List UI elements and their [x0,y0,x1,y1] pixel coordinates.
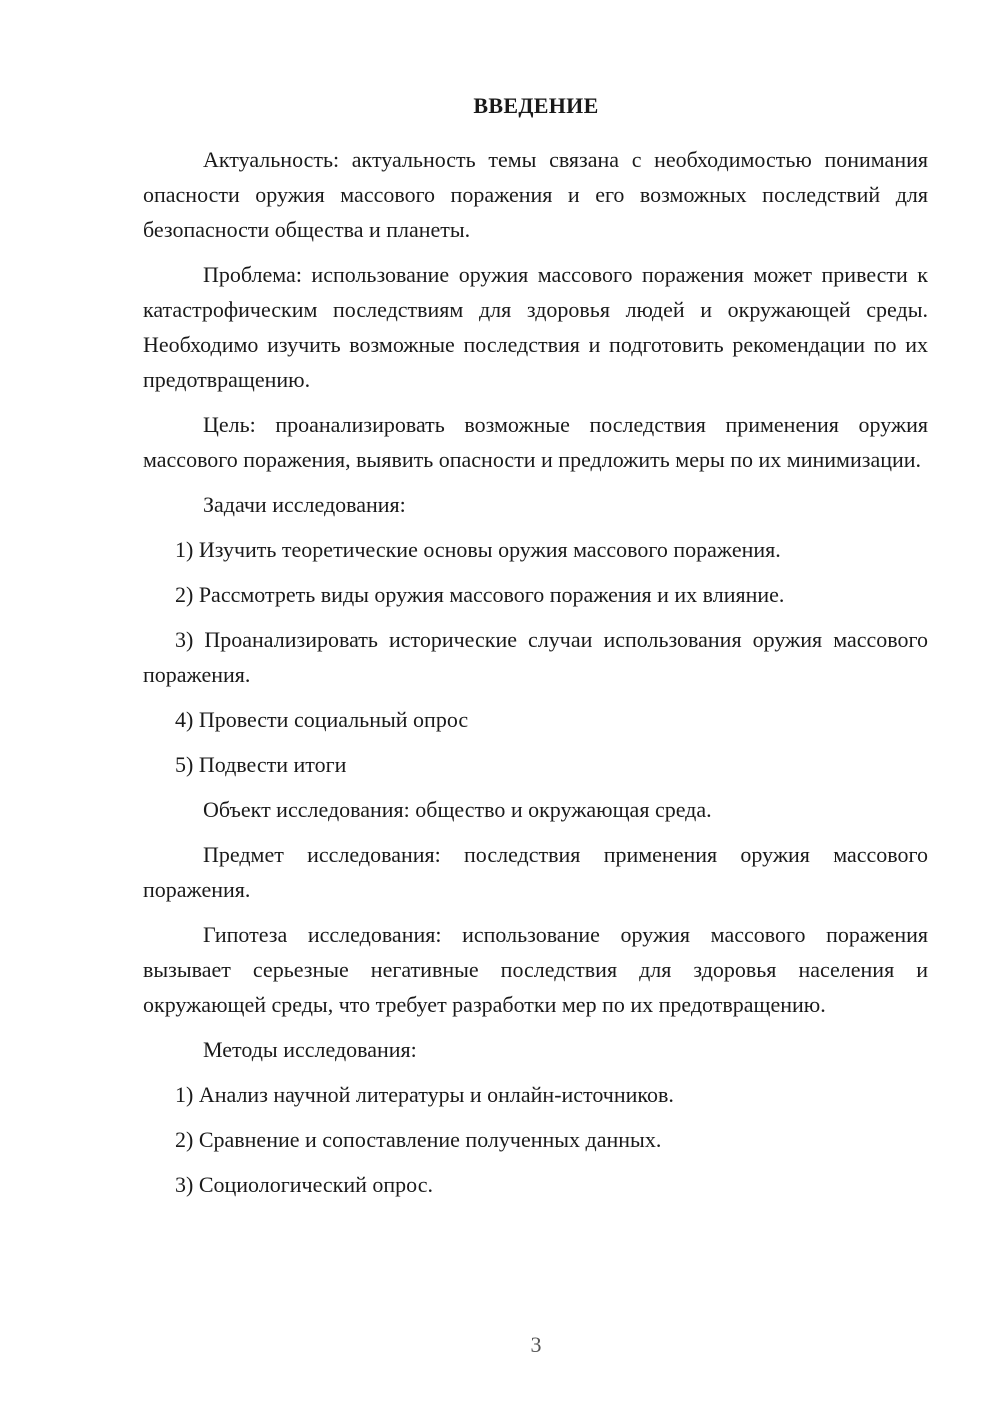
task-item: 5) Подвести итоги [175,752,347,777]
body-text [143,142,928,1202]
task-item: 1) Изучить теоретические основы оружия массового поражения. [175,537,781,562]
problem-paragraph: Проблема: использование оружия массового поражения может привести к катастрофическим последствиям для здоровья людей и окружающей среды. Необходимо изучить возможные последствия и подготовить рекомендации по их предотвращению. [143,262,928,392]
tasks-label: Задачи исследования: [203,492,406,517]
task-item: 2) Рассмотреть виды оружия массового поражения и их влияние. [175,582,785,607]
relevance-paragraph: Актуальность: актуальность темы связана с необходимостью понимания опасности оружия массового поражения и его возможных последствий для безопасности общества и планеты. [143,147,928,242]
page-title: ВВЕДЕНИЕ [473,93,599,118]
object-paragraph: Объект исследования: общество и окружающая среда. [203,797,712,822]
method-item: 3) Социологический опрос. [175,1172,433,1197]
goal-paragraph: Цель: проанализировать возможные последствия применения оружия массового поражения, выявить опасности и предложить меры по их минимизации. [143,412,928,472]
hypothesis-paragraph: Гипотеза исследования: использование оружия массового поражения вызывает серьезные негативные последствия для здоровья населения и окружающей среды, что требует разработки мер по их предотвращению. [143,922,928,1017]
subject-paragraph: Предмет исследования: последствия применения оружия массового поражения. [143,842,928,902]
task-item: 3) Проанализировать исторические случаи использования оружия массового поражения. [143,627,928,687]
method-item: 2) Сравнение и сопоставление полученных данных. [175,1127,662,1152]
task-item: 4) Провести социальный опрос [175,707,469,732]
method-item: 1) Анализ научной литературы и онлайн-источников. [175,1082,674,1107]
page-number: 3 [530,1332,542,1357]
methods-label: Методы исследования: [203,1037,417,1062]
